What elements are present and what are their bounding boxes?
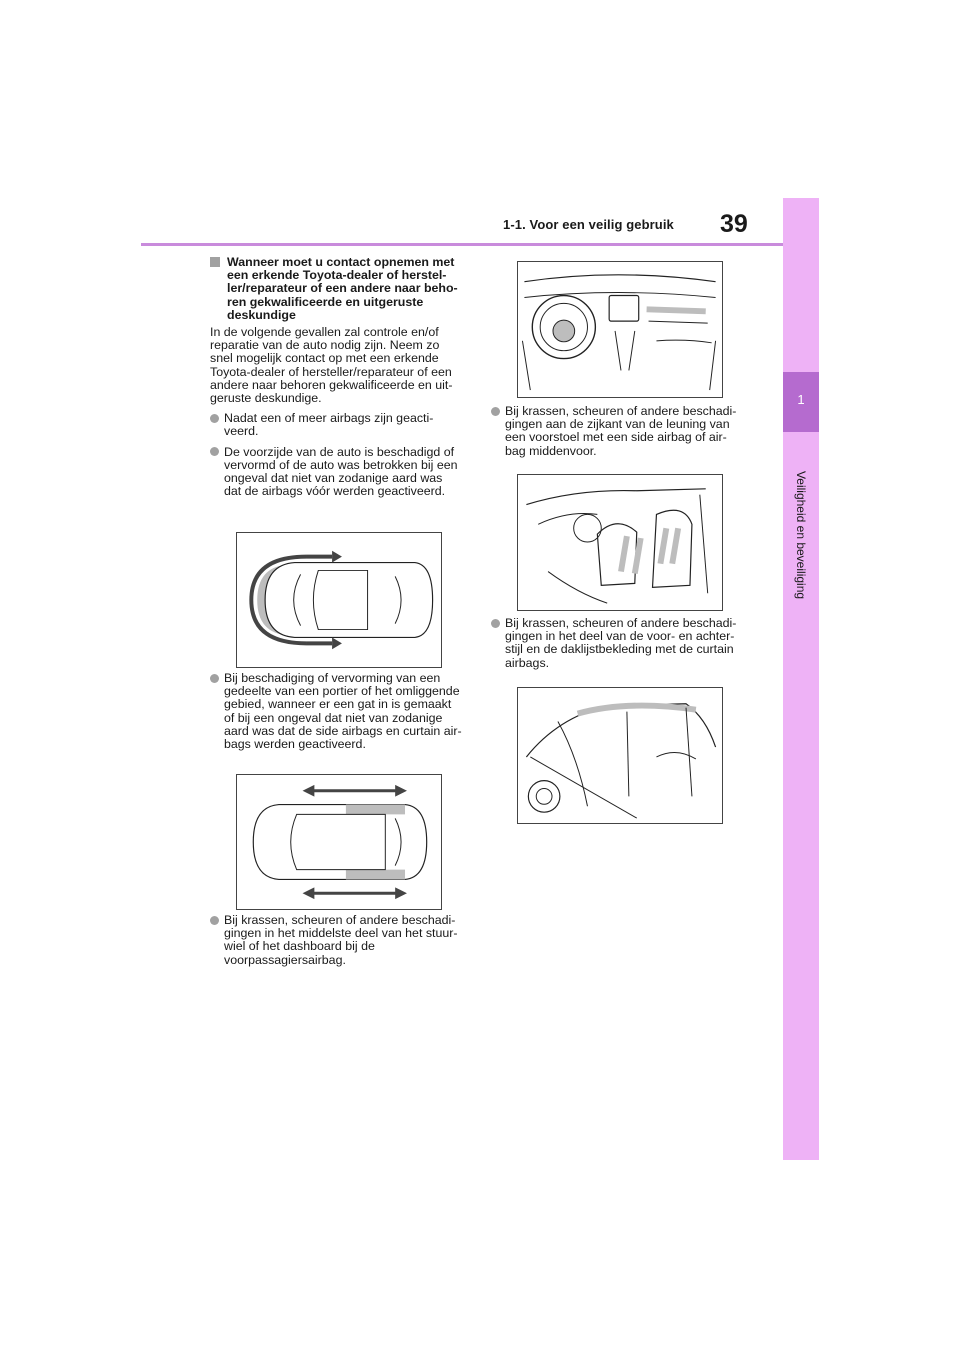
text-line: dat de airbags vóór werden geactiveerd. bbox=[224, 484, 446, 499]
text-line: reparatie van de auto nodig zijn. Neem zo bbox=[210, 338, 440, 353]
bullet-dot-icon bbox=[491, 619, 500, 628]
heading-line: een erkende Toyota-dealer of herstel- bbox=[227, 268, 447, 283]
bullet-dot-icon bbox=[210, 447, 219, 456]
text-line: Bij krassen, scheuren of andere beschadi- bbox=[224, 913, 456, 927]
bullet-item bbox=[210, 412, 480, 438]
text-line: voorpassagiersairbag. bbox=[224, 952, 346, 967]
text-line: Toyota-dealer of hersteller/reparateur of een bbox=[210, 364, 452, 379]
text-line: gingen aan de zijkant van de leuning van bbox=[505, 417, 730, 432]
text-line: Nadat een of meer airbags zijn geacti- bbox=[224, 411, 434, 426]
text-line: bag middenvoor. bbox=[505, 443, 597, 458]
chapter-number: 1 bbox=[797, 392, 805, 407]
text-line: geruste deskundige. bbox=[210, 391, 322, 406]
section-title: 1-1. Voor een veilig gebruik bbox=[503, 217, 674, 232]
text-line: veerd. bbox=[224, 424, 259, 439]
text-line: Bij beschadiging of vervorming van een bbox=[224, 671, 441, 685]
text-line: In de volgende gevallen zal controle en/of bbox=[210, 325, 439, 340]
text-line: snel mogelijk contact op met een erkende bbox=[210, 351, 439, 366]
heading-line: ren gekwalificeerde en uitgeruste bbox=[227, 294, 424, 309]
text-line: ongeval dat niet van zodanige aard was bbox=[224, 471, 443, 486]
header-divider bbox=[141, 243, 791, 246]
bullet-item bbox=[491, 405, 761, 458]
left-column-continued bbox=[210, 672, 480, 751]
right-column bbox=[491, 405, 761, 458]
side-damage-illustration bbox=[236, 774, 442, 910]
text-line: een voorstoel met een side airbag of air- bbox=[505, 430, 727, 445]
bullet-item bbox=[210, 672, 480, 751]
chapter-side-tab bbox=[783, 198, 819, 1160]
text-line: Bij krassen, scheuren of andere beschadi- bbox=[505, 616, 737, 630]
text-line: vervormd of de auto was betrokken bij een bbox=[224, 457, 458, 472]
page-number: 39 bbox=[720, 210, 748, 238]
chapter-label: Veiligheid en beveiliging bbox=[794, 470, 808, 600]
text-line: De voorzijde van de auto is beschadigd of bbox=[224, 444, 455, 459]
bullet-dot-icon bbox=[210, 916, 219, 925]
dashboard-airbag-illustration bbox=[517, 261, 723, 398]
bullet-item bbox=[491, 617, 761, 670]
bullet-dot-icon bbox=[210, 414, 219, 423]
seat-airbag-illustration bbox=[517, 474, 723, 611]
text-line: wiel of het dashboard bij de bbox=[224, 939, 375, 954]
heading-line: ler/reparateur of een andere naar beho- bbox=[227, 281, 458, 296]
text-line: gingen in het deel van de voor- en achter- bbox=[505, 629, 735, 644]
curtain-airbag-illustration bbox=[517, 687, 723, 824]
front-damage-illustration bbox=[236, 532, 442, 668]
section-heading bbox=[210, 256, 480, 322]
text-line: andere naar behoren gekwalificeerde en uit- bbox=[210, 377, 453, 392]
left-column-bottom bbox=[210, 914, 480, 967]
bullet-item bbox=[210, 446, 480, 499]
left-column bbox=[210, 256, 480, 498]
text-line: gingen in het middelste deel van het stuur- bbox=[224, 926, 458, 941]
bullet-item bbox=[210, 914, 480, 967]
text-line: bags werden geactiveerd. bbox=[224, 737, 366, 752]
text-line: gebied, wanneer er een gat in is gemaakt bbox=[224, 697, 452, 712]
bullet-dot-icon bbox=[491, 407, 500, 416]
bullet-dot-icon bbox=[210, 674, 219, 683]
text-line: gedeelte van een portier of het omliggende bbox=[224, 684, 460, 699]
intro-paragraph bbox=[210, 326, 480, 405]
text-line: Bij krassen, scheuren of andere beschadi- bbox=[505, 404, 737, 418]
right-column-continued bbox=[491, 617, 761, 670]
text-line: of bij een ongeval dat niet van zodanige bbox=[224, 710, 443, 725]
heading-line: Wanneer moet u contact opnemen met bbox=[227, 255, 455, 269]
text-line: airbags. bbox=[505, 655, 550, 670]
text-line: stijl en de daklijstbekleding met de curtain bbox=[505, 642, 734, 657]
heading-line: deskundige bbox=[227, 307, 296, 322]
heading-square-icon bbox=[210, 257, 220, 267]
text-line: aard was dat de side airbags en curtain air- bbox=[224, 723, 462, 738]
